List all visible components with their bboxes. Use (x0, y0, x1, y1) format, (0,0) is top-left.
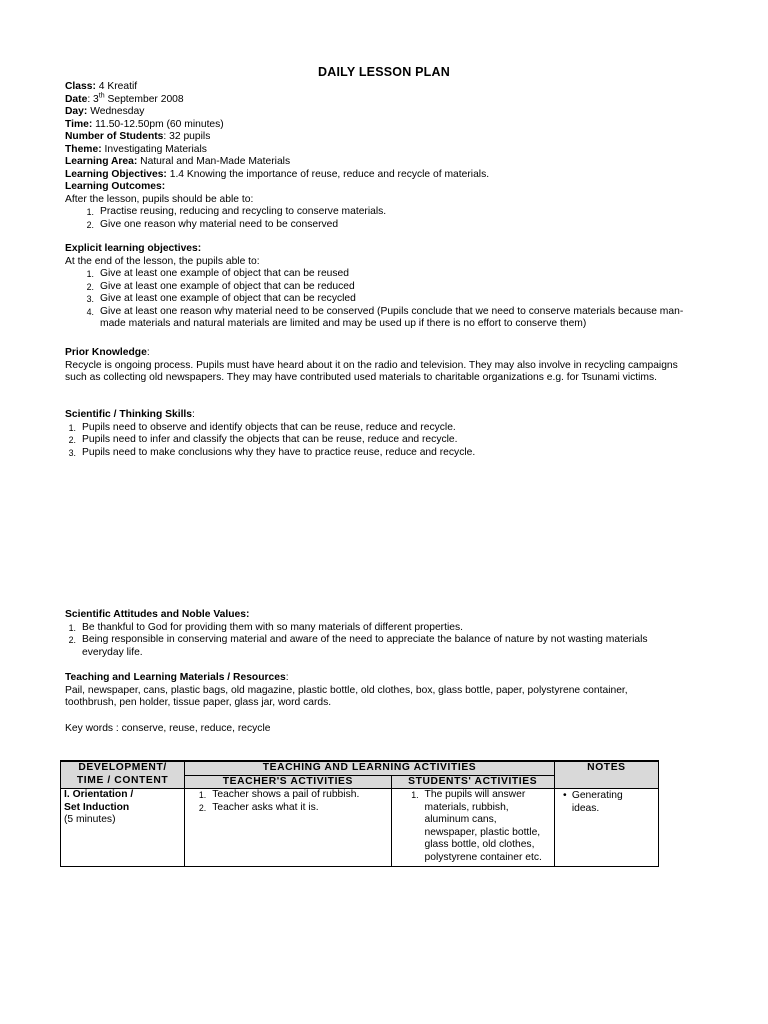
prior-knowledge-heading (65, 347, 705, 360)
section-title: Explicit learning objectives: (65, 243, 202, 254)
students-activities-list (395, 789, 551, 864)
list-number: 3. (68, 447, 76, 458)
notes-header: NOTES (554, 761, 658, 789)
development-header-line2: TIME / CONTENT (76, 774, 169, 786)
development-cell (61, 789, 185, 867)
list-item (79, 281, 705, 294)
theme-value: Investigating Materials (101, 143, 207, 155)
list-item (79, 268, 705, 281)
learning-outcomes-row (65, 181, 705, 194)
section-intro: At the end of the lesson, the pupils able to: (65, 255, 260, 267)
list-number: 1. (198, 790, 207, 800)
day-row (65, 106, 705, 119)
students-label: Number of Students (65, 131, 164, 142)
list-text: Give at least one reason why material need to be conserved (Pupils conclude that we need to conserve materials because man-made materials and natural materials are limited and may be used up if there is no effort to conserve them) (100, 305, 684, 329)
class-label: Class: (65, 81, 96, 92)
materials-section (65, 672, 705, 710)
list-item (79, 219, 705, 232)
keywords-line: Key words : conserve, reuse, reduce, recycle (65, 723, 271, 734)
list-item (61, 422, 705, 435)
section-title: Teaching and Learning Materials / Resources (65, 672, 286, 683)
students-row (65, 131, 705, 144)
attitudes-section (65, 609, 705, 659)
learning-outcomes-label: Learning Outcomes: (65, 181, 166, 192)
section-title-colon: : (192, 409, 195, 420)
learning-objectives-label: Learning Objectives: (65, 168, 167, 180)
learning-area-row (65, 156, 705, 169)
list-item (79, 306, 705, 331)
list-item (558, 790, 655, 815)
list-item (61, 622, 705, 635)
time-row (65, 119, 705, 132)
list-number: 3. (86, 294, 94, 304)
theme-label: Theme: (65, 143, 102, 155)
table-header-row (61, 761, 659, 775)
thinking-skills-section (65, 409, 705, 459)
theme-row (65, 144, 705, 157)
page-title: DAILY LESSON PLAN (318, 65, 450, 79)
day-value: Wednesday (87, 106, 145, 117)
lesson-header (65, 81, 705, 231)
teacher-activities-header: TEACHER'S ACTIVITIES (185, 775, 391, 789)
day-label: Day: (65, 106, 88, 117)
list-text: Generating ideas. (571, 790, 623, 814)
learning-area-value: Natural and Man-Made Materials (137, 156, 291, 167)
activities-header: TEACHING AND LEARNING ACTIVITIES (185, 761, 555, 775)
date-superscript: th (98, 92, 105, 100)
class-row (65, 81, 705, 94)
time-value: 11.50-12.50pm (60 minutes) (92, 118, 224, 130)
materials-heading (65, 672, 705, 685)
list-number: 2. (86, 281, 94, 292)
students-activities-header: STUDENTS' ACTIVITIES (391, 775, 554, 789)
list-text: Pupils need to make conclusions why they have to practice reuse, reduce and recycle. (82, 446, 476, 458)
development-header-line1: DEVELOPMENT/ (78, 762, 167, 773)
list-text: Give one reason why material need to be conserved (100, 218, 339, 230)
list-item (61, 634, 705, 659)
list-item (188, 802, 387, 815)
teacher-activities-list (188, 789, 387, 814)
list-text: Teacher shows a pail of rubbish. (212, 789, 360, 800)
stage-subtitle: Set Induction (64, 801, 130, 813)
list-number: 2. (86, 219, 94, 230)
teacher-activities-cell (185, 789, 391, 867)
date-value-pre: : 3 (87, 93, 99, 105)
list-number: 1. (86, 207, 94, 217)
attitudes-list (61, 622, 705, 660)
list-text: Pupils need to infer and classify the objects that can be reuse, reduce and recycle. (82, 434, 458, 445)
list-text: Teacher asks what it is. (212, 801, 319, 813)
learning-objectives-value: 1.4 Knowing the importance of reuse, reduce and recycle of materials. (166, 168, 490, 180)
prior-knowledge-section (65, 347, 705, 385)
list-item (79, 293, 705, 306)
list-item (79, 206, 705, 219)
list-number: 4. (86, 306, 94, 317)
list-number: 1. (86, 269, 94, 279)
notes-list (558, 789, 655, 815)
list-number: 2. (68, 435, 76, 445)
table-row (61, 789, 659, 867)
list-text: Give at least one example of object that can be reused (100, 268, 349, 279)
explicit-objectives-section (65, 243, 705, 331)
prior-knowledge-text: Recycle is ongoing process. Pupils must have heard about it on the radio and television. They may also involve in recycling campaigns such as collecting old newspapers. They may have contributed used materials to charitable organizations e.g. for Tsunami victims. (65, 359, 678, 383)
notes-cell (554, 789, 658, 867)
list-item (188, 789, 387, 802)
list-text: Be thankful to God for providing them with so many materials of different properties. (82, 621, 463, 633)
learning-outcomes-intro: After the lesson, pupils should be able to: (65, 193, 254, 205)
section-title-colon: : (146, 347, 150, 358)
list-item (61, 434, 705, 447)
students-value: : 32 pupils (163, 131, 211, 142)
time-label: Time: (65, 118, 93, 130)
students-activities-cell (391, 789, 554, 867)
date-label: Date (65, 93, 88, 105)
list-item (61, 447, 705, 460)
materials-text: Pail, newspaper, cans, plastic bags, old magazine, plastic bottle, old clothes, box, glass bottle, paper, polystyrene container, toothbrush, pen holder, tissue paper, glass jar, word cards. (65, 684, 628, 708)
list-text: Being responsible in conserving material and aware of the need to appreciate the balance of nature by not wasting materials everyday life. (82, 634, 648, 658)
learning-objectives-row (65, 169, 705, 182)
section-title: Scientific Attitudes and Noble Values: (65, 609, 250, 620)
list-number: 1. (68, 422, 76, 433)
list-text: Give at least one example of object that can be reduced (100, 280, 355, 292)
thinking-skills-list (61, 422, 705, 460)
learning-outcomes-list (65, 206, 705, 231)
list-text: Pupils need to observe and identify objects that can be reuse, reduce and recycle. (82, 421, 456, 433)
list-number: 2. (68, 635, 76, 645)
class-value: 4 Kreatif (95, 81, 138, 92)
activities-table (60, 760, 659, 867)
list-text: Practise reusing, reducing and recycling to conserve materials. (100, 206, 387, 217)
learning-area-label: Learning Area: (65, 156, 138, 167)
list-text: Give at least one example of object that can be recycled (100, 293, 356, 304)
explicit-objectives-list (65, 268, 705, 331)
list-text: The pupils will answer materials, rubbish, aluminum cans, newspaper, plastic bottle, glass bottle, old clothes, polystyrene container etc. (424, 789, 542, 863)
thinking-skills-heading (65, 409, 705, 422)
list-item (407, 789, 551, 864)
stage-title: I. Orientation / (64, 789, 134, 800)
section-title-colon: : (285, 672, 289, 683)
date-row (65, 94, 705, 107)
list-number: 1. (68, 622, 76, 633)
list-number: 2. (198, 802, 207, 813)
section-title: Scientific / Thinking Skills (65, 409, 193, 420)
bullet-icon: • (563, 790, 567, 801)
stage-duration: (5 minutes) (64, 814, 116, 825)
section-title: Prior Knowledge (65, 347, 147, 358)
list-number: 1. (411, 790, 419, 800)
date-value-post: September 2008 (104, 93, 184, 105)
development-header (61, 761, 185, 789)
